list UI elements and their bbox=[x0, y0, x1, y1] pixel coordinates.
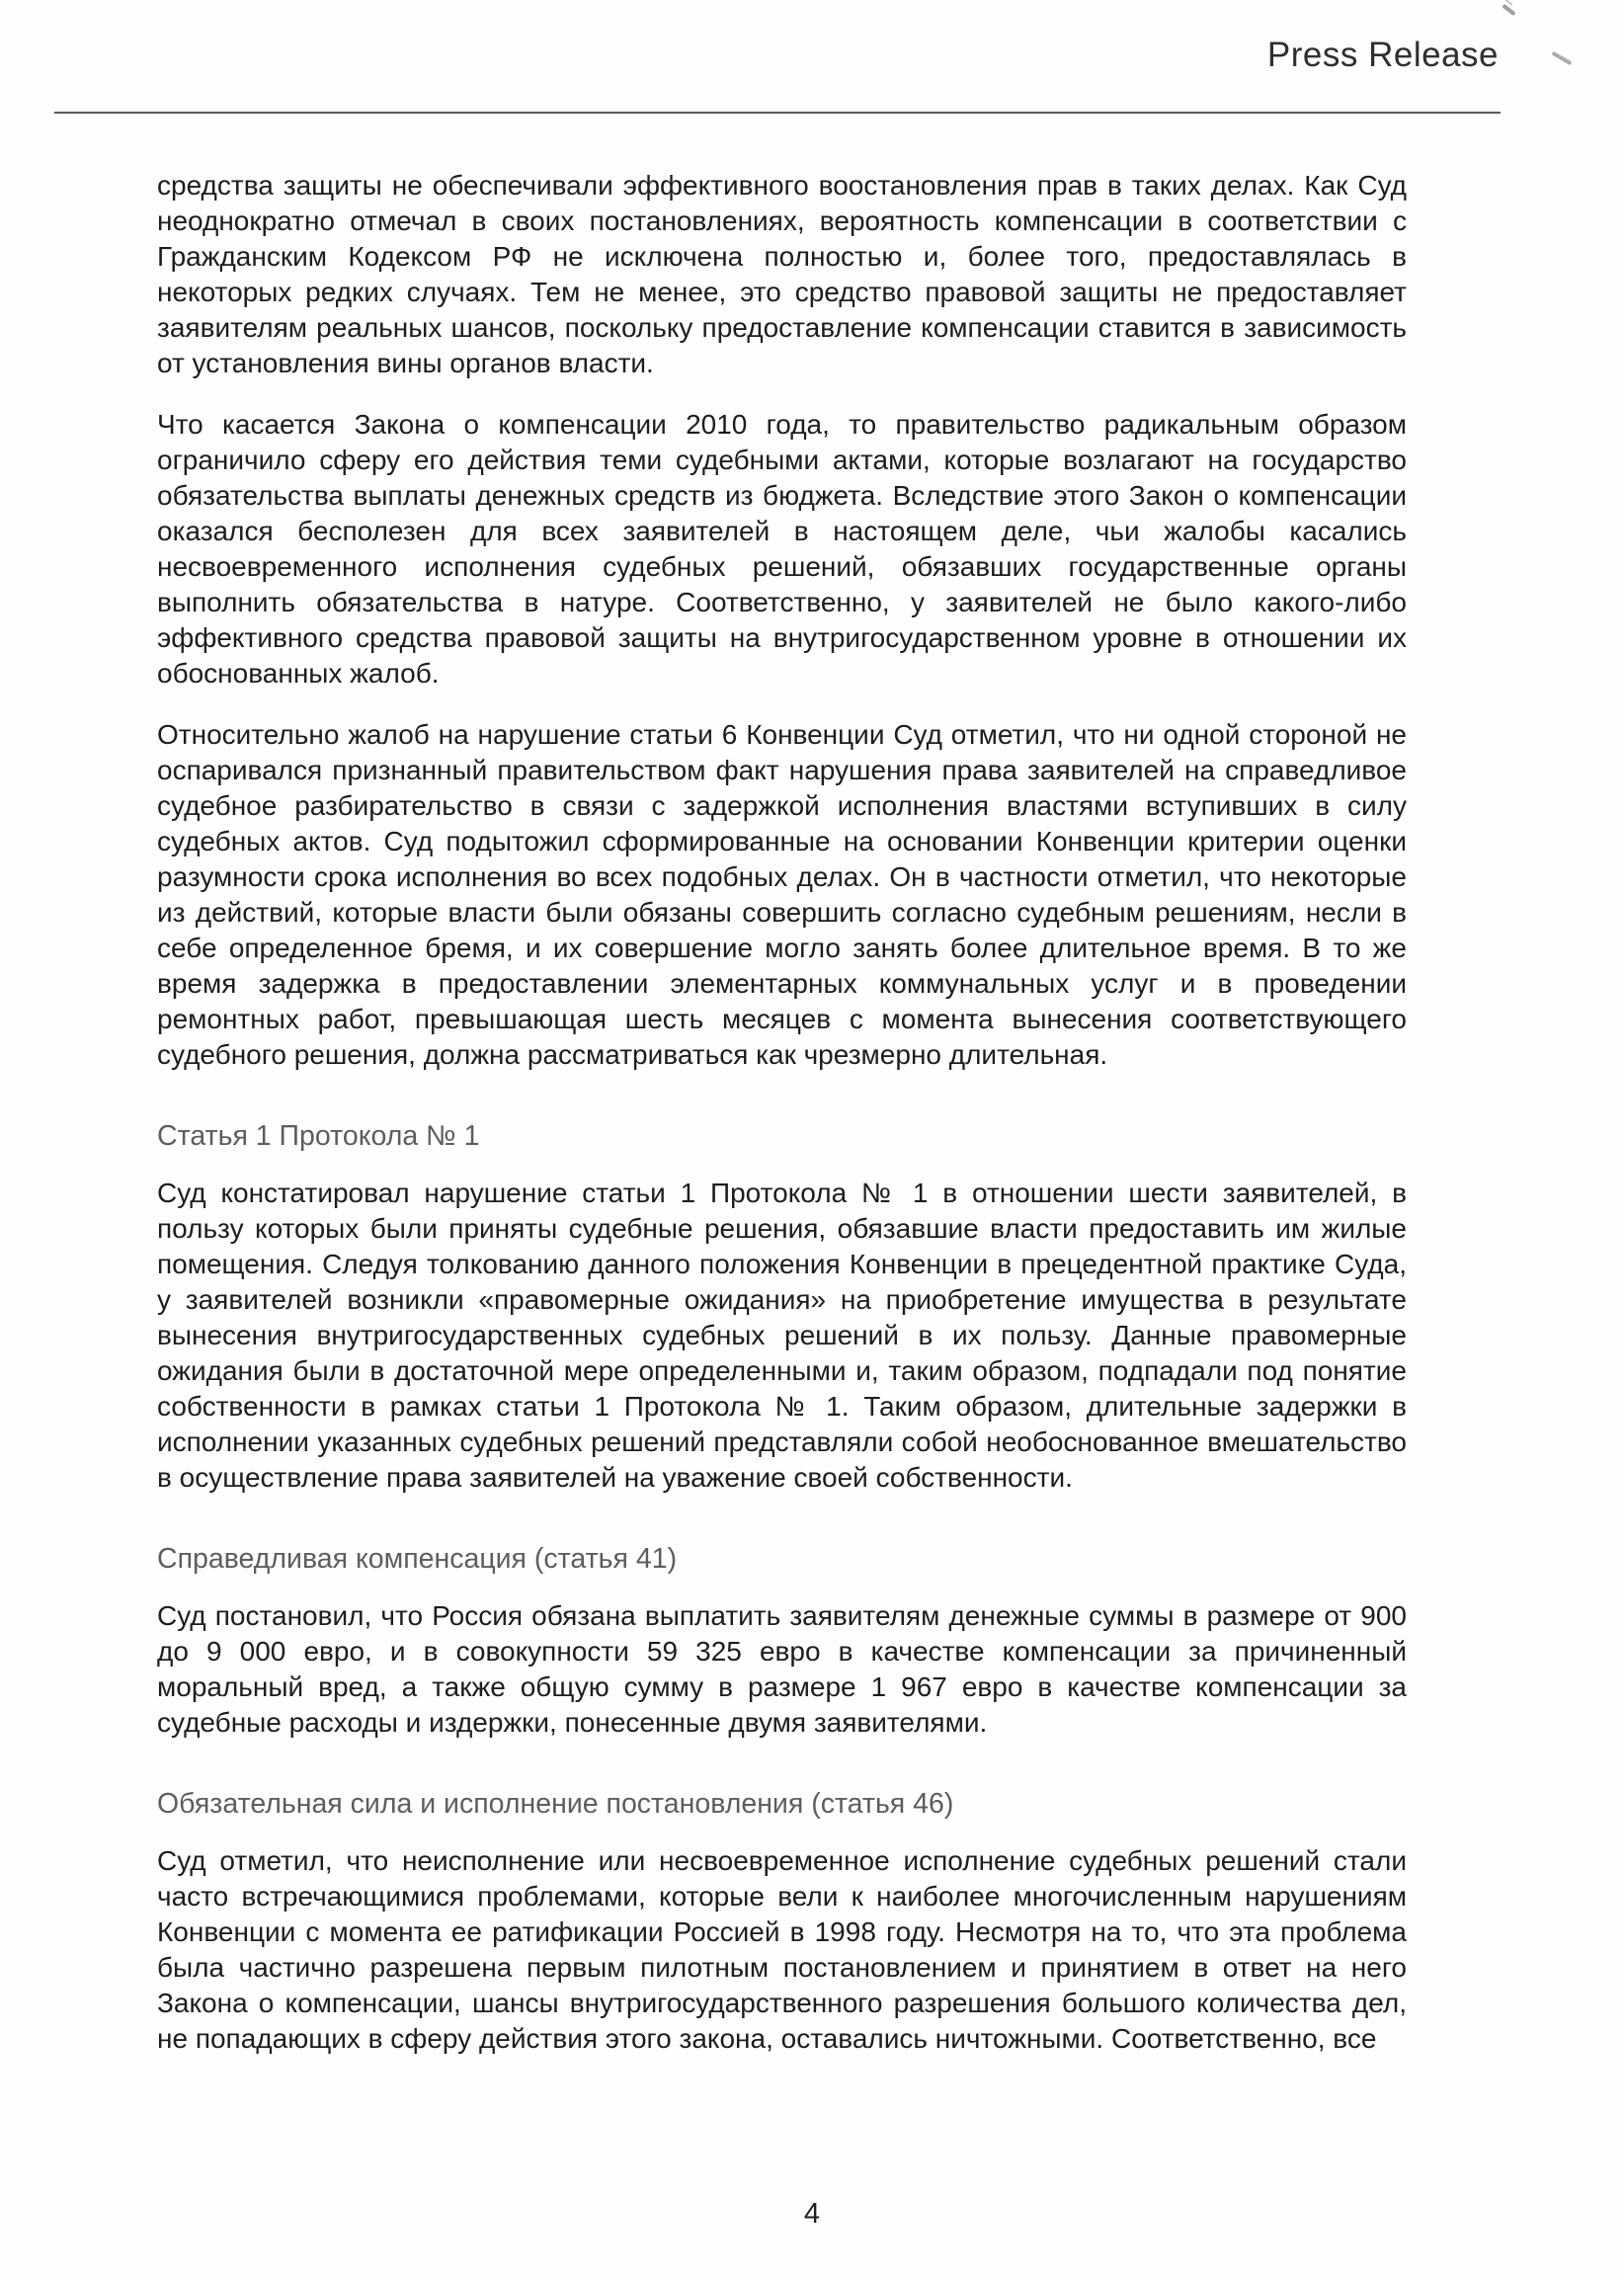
ink-mark-icon bbox=[1551, 51, 1572, 65]
section-heading-article-1-protocol-1: Статья 1 Протокола № 1 bbox=[157, 1120, 480, 1152]
body-paragraph-protocol-1-violation: Суд констатировал нарушение статьи 1 Протокола № 1 в отношении шести заявителей, в пользу которых были приняты судебные решения, обязавшие власти предоставить им жилые помещения. Следуя толкованию данного положения Конвенции в прецедентной практике Суда, у заявителей возникли «правомерные ожидания» на приобретение имущества в результате вынесения внутригосударственных судебных решений в их пользу. Данные правомерные ожидания были в достаточной мере определенными и, таким образом, подпадали под понятие собственности в рамках статьи 1 Протокола № 1. Таким образом, длительные задержки в исполнении указанных судебных решений представляли собой необоснованное вмешательство в осуществление права заявителей на уважение своей собственности. bbox=[157, 1178, 1407, 1493]
body-paragraph-execution-problems: Суд отметил, что неисполнение или несвоевременное исполнение судебных решений стали часто встречающимися проблемами, которые вели к наиболее многочисленным нарушениям Конвенции с момента ее ратификации Россией в 1998 году. Несмотря на то, что эта проблема была частично разрешена первым пилотным постановлением и принятием в ответ на него Закона о компенсации, шансы внутригосударственного разрешения большого количества дел, не попадающих в сферу действия этого закона, оставались ничтожными. Соответственно, все bbox=[157, 1845, 1407, 2054]
page-number: 4 bbox=[803, 2198, 821, 2230]
body-paragraph-article-6: Относительно жалоб на нарушение статьи 6 Конвенции Суд отметил, что ни одной стороной не оспаривался признанный правительством факт нарушения права заявителей на справедливое судебное разбирательство в связи с задержкой исполнения властями вступивших в силу судебных актов. Суд подытожил сформированные на основании Конвенции критерии оценки разумности срока исполнения во всех подобных делах. Он в частности отметил, что некоторые из действий, которые власти были обязаны совершить согласно судебным решениям, несли в себе определенное бремя, и их совершение могло занять более длительное время. В то же время задержка в предоставлении элементарных коммунальных услуг и в проведении ремонтных работ, превышающая шесть месяцев с момента вынесения соответствующего судебного решения, должна рассматриваться как чрезмерно длительная. bbox=[157, 719, 1407, 1070]
header-title: Press Release bbox=[1266, 36, 1499, 74]
body-paragraph-domestic-remedies: средства защиты не обеспечивали эффективного воостановления прав в таких делах. Как Суд неоднократно отмечал в своих постановлениях, вероятность компенсации в соответствии с Гражданским Кодексом РФ не исключена полностью и, более того, предоставлялась в некоторых редких случаях. Тем не менее, это средство правовой защиты не предоставляет заявителям реальных шансов, поскольку предоставление компенсации ставится в зависимость от установления вины органов власти. bbox=[157, 170, 1407, 378]
body-paragraph-awards: Суд постановил, что Россия обязана выплатить заявителям денежные суммы в размере от 900 до 9 000 евро, и в совокупности 59 325 евро в качестве компенсации за причиненный моральный вред, а также общую сумму в размере 1 967 евро в качестве компенсации за судебные расходы и издержки, понесенные двумя заявителями. bbox=[157, 1600, 1407, 1738]
section-heading-binding-force-article-46: Обязательная сила и исполнение постановления (статья 46) bbox=[157, 1788, 954, 1820]
page-header bbox=[1267, 36, 1499, 75]
section-heading-just-satisfaction-article-41: Справедливая компенсация (статья 41) bbox=[157, 1543, 678, 1575]
ink-mark-icon bbox=[1502, 4, 1515, 16]
document-body bbox=[157, 168, 1407, 2082]
header-rule bbox=[54, 112, 1501, 114]
body-paragraph-compensation-act-2010: Что касается Закона о компенсации 2010 года, то правительство радикальным образом ограничило сферу его действия теми судебными актами, которые возлагают на государство обязательства выплаты денежных средств из бюджета. Вследствие этого Закон о компенсации оказался бесполезен для всех заявителей в настоящем деле, чьи жалобы касались несвоевременного исполнения судебных решений, обязавших государственные органы выполнить обязательства в натуре. Соответственно, у заявителей не было какого-либо эффективного средства правовой защиты на внутригосударственном уровне в отношении их обоснованных жалоб. bbox=[157, 409, 1407, 689]
page-footer bbox=[0, 2198, 1624, 2231]
